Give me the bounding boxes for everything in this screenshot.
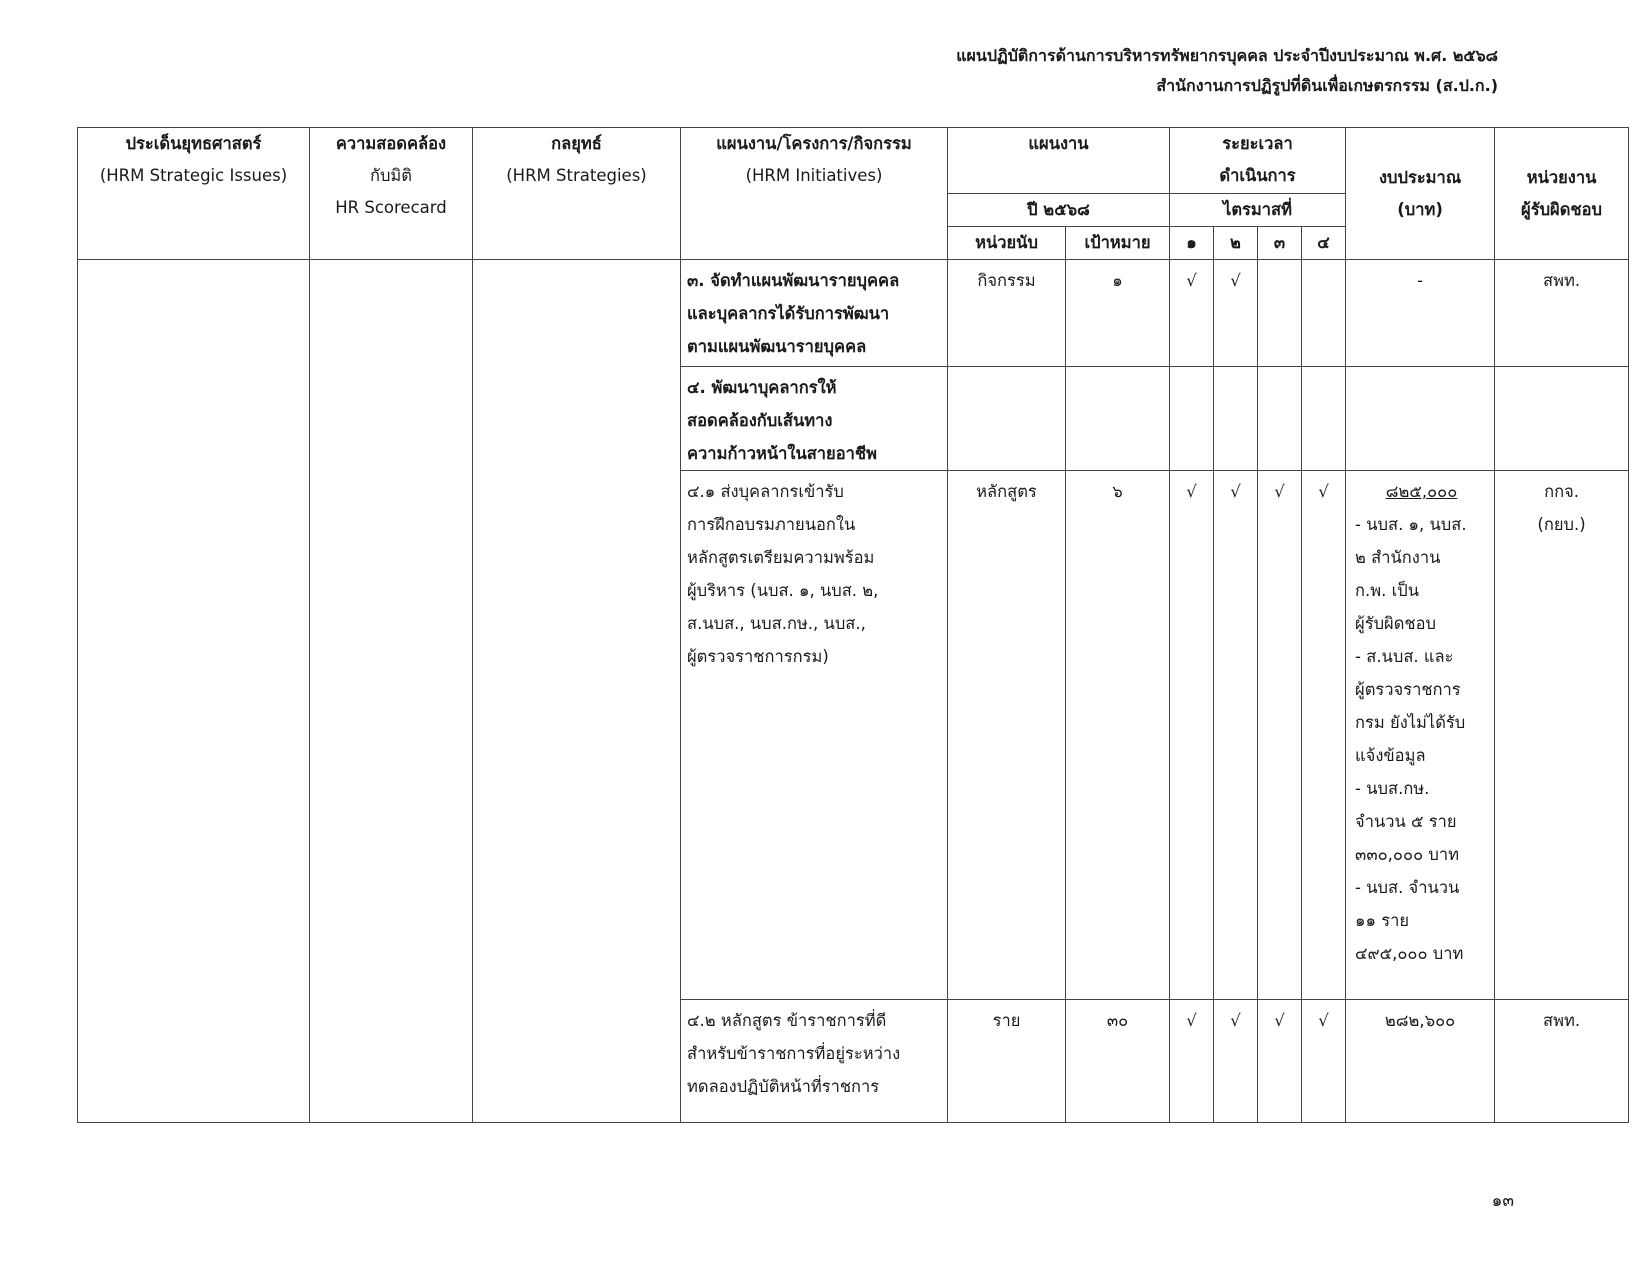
initiative-text: สอดคล้องกับเส้นทาง <box>687 411 833 430</box>
unit-cell: กิจกรรม <box>948 260 1066 367</box>
initiative-text: ๔. พัฒนาบุคลากรให้ <box>687 378 837 397</box>
col-header-quarter: ไตรมาสที่ <box>1170 194 1346 227</box>
header-text: ระยะเวลา <box>1222 134 1293 153</box>
unit-cell: หลักสูตร <box>948 471 1066 1000</box>
issues-cell <box>78 260 310 1123</box>
q3-check <box>1258 260 1302 367</box>
header-text: ดำเนินการ <box>1219 166 1296 185</box>
q2-check <box>1214 367 1258 471</box>
header-text: (HRM Strategic Issues) <box>99 166 288 185</box>
q2-check: √ <box>1214 471 1258 1000</box>
initiative-text: ผู้ตรวจราชการกรม) <box>687 647 829 666</box>
initiative-text: และบุคลากรได้รับการพัฒนา <box>687 304 890 323</box>
col-header-strategies <box>473 128 681 260</box>
unit-cell <box>948 367 1066 471</box>
target-cell <box>1066 367 1170 471</box>
target-cell: ๖ <box>1066 471 1170 1000</box>
q4-check: √ <box>1302 1000 1346 1123</box>
budget-note: ๒ สำนักงาน <box>1355 548 1441 567</box>
table-row <box>78 260 1629 367</box>
q3-check: √ <box>1258 471 1302 1000</box>
initiative-text: ความก้าวหน้าในสายอาชีพ <box>687 444 877 463</box>
budget-note: ๑๑ ราย <box>1355 911 1410 930</box>
initiative-text: สำหรับข้าราชการที่อยู่ระหว่าง <box>687 1044 901 1063</box>
page-number: ๑๓ <box>1491 1191 1514 1211</box>
hr-plan-table <box>77 127 1629 1123</box>
header-text: ความสอดคล้อง <box>335 134 447 153</box>
q4-check <box>1302 367 1346 471</box>
header-text: แผนงาน/โครงการ/กิจกรรม <box>716 134 912 153</box>
header-text: ผู้รับผิดชอบ <box>1521 199 1603 219</box>
document-title: แผนปฏิบัติการด้านการบริหารทรัพยากรบุคคล ประจำปีงบประมาณ พ.ศ. ๒๕๖๘ <box>956 46 1498 65</box>
col-header-period <box>1170 128 1346 194</box>
col-header-q2: ๒ <box>1214 227 1258 260</box>
col-header-q4: ๔ <box>1302 227 1346 260</box>
target-cell: ๓๐ <box>1066 1000 1170 1123</box>
header-text: (บาท) <box>1397 199 1443 219</box>
budget-cell: - <box>1346 260 1495 367</box>
initiative-cell <box>681 367 948 471</box>
initiative-text: ๓. จัดทำแผนพัฒนารายบุคคล <box>687 271 900 290</box>
q1-check: √ <box>1170 1000 1214 1123</box>
budget-note: ๓๓๐,๐๐๐ บาท <box>1355 845 1459 864</box>
col-header-alignment <box>310 128 473 260</box>
budget-note: - นบส.กษ. <box>1355 779 1430 798</box>
header-text: หน่วยงาน <box>1526 167 1597 187</box>
header-text: (HRM Initiatives) <box>745 166 883 185</box>
header-text: (HRM Strategies) <box>506 166 647 185</box>
col-header-plan: แผนงาน <box>948 128 1170 194</box>
budget-note: ๔๙๕,๐๐๐ บาท <box>1355 944 1464 963</box>
dept-text: สพท. <box>1543 271 1581 290</box>
budget-note: จำนวน ๕ ราย <box>1355 812 1457 831</box>
col-header-q1: ๑ <box>1170 227 1214 260</box>
budget-cell <box>1346 471 1495 1000</box>
unit-cell: ราย <box>948 1000 1066 1123</box>
dept-cell <box>1495 367 1629 471</box>
col-header-initiatives <box>681 128 948 260</box>
initiative-text: หลักสูตรเตรียมความพร้อม <box>687 548 875 567</box>
initiative-cell <box>681 1000 948 1123</box>
budget-note: กรม ยังไม่ได้รับ <box>1355 713 1466 732</box>
col-header-unit: หน่วยนับ <box>948 227 1066 260</box>
q2-check: √ <box>1214 1000 1258 1123</box>
initiative-text: ๔.๑ ส่งบุคลากรเข้ารับ <box>687 482 844 501</box>
col-header-year: ปี ๒๕๖๘ <box>948 194 1170 227</box>
target-cell: ๑ <box>1066 260 1170 367</box>
budget-note: ก.พ. เป็น <box>1355 581 1420 600</box>
q4-check <box>1302 260 1346 367</box>
initiative-cell <box>681 260 948 367</box>
q1-check <box>1170 367 1214 471</box>
dept-cell <box>1495 1000 1629 1123</box>
budget-note: ผู้ตรวจราชการ <box>1355 680 1461 699</box>
col-header-dept <box>1495 128 1629 260</box>
initiative-text: ตามแผนพัฒนารายบุคคล <box>687 337 867 356</box>
budget-note: - นบส. ๑, นบส. <box>1355 515 1467 534</box>
col-header-budget <box>1346 128 1495 260</box>
header-text: งบประมาณ <box>1378 167 1462 187</box>
q3-check: √ <box>1258 1000 1302 1123</box>
header-text: ประเด็นยุทธศาสตร์ <box>125 134 262 153</box>
q2-check: √ <box>1214 260 1258 367</box>
q3-check <box>1258 367 1302 471</box>
budget-note: - นบส. จำนวน <box>1355 878 1460 897</box>
dept-text: กกจ. <box>1544 482 1579 501</box>
dept-text: สพท. <box>1543 1011 1581 1030</box>
q1-check: √ <box>1170 471 1214 1000</box>
dept-cell <box>1495 471 1629 1000</box>
budget-note: - ส.นบส. และ <box>1355 647 1454 666</box>
alignment-cell <box>310 260 473 1123</box>
col-header-issues <box>78 128 310 260</box>
budget-cell: ๒๘๒,๖๐๐ <box>1346 1000 1495 1123</box>
q1-check: √ <box>1170 260 1214 367</box>
dept-text: (กยบ.) <box>1537 515 1586 534</box>
col-header-q3: ๓ <box>1258 227 1302 260</box>
budget-cell <box>1346 367 1495 471</box>
strategies-cell <box>473 260 681 1123</box>
initiative-text: ทดลองปฏิบัติหน้าที่ราชการ <box>687 1077 880 1096</box>
initiative-text: การฝึกอบรมภายนอกใน <box>687 515 856 534</box>
initiative-text: ๔.๒ หลักสูตร ข้าราชการที่ดี <box>687 1011 887 1030</box>
budget-note: ผู้รับผิดชอบ <box>1355 614 1437 633</box>
agency-name: สำนักงานการปฏิรูปที่ดินเพื่อเกษตรกรรม (ส.ป.ก.) <box>1156 76 1498 95</box>
budget-amount: ๘๒๕,๐๐๐ <box>1385 482 1458 501</box>
header-text: HR Scorecard <box>335 198 447 217</box>
initiative-text: ผู้บริหาร (นบส. ๑, นบส. ๒, <box>687 581 879 600</box>
header-text: กับมิติ <box>369 166 413 185</box>
q4-check: √ <box>1302 471 1346 1000</box>
budget-note: แจ้งข้อมูล <box>1355 746 1426 765</box>
initiative-cell <box>681 471 948 1000</box>
col-header-target: เป้าหมาย <box>1066 227 1170 260</box>
initiative-text: ส.นบส., นบส.กษ., นบส., <box>687 614 866 633</box>
header-text: กลยุทธ์ <box>551 134 602 153</box>
dept-cell <box>1495 260 1629 367</box>
